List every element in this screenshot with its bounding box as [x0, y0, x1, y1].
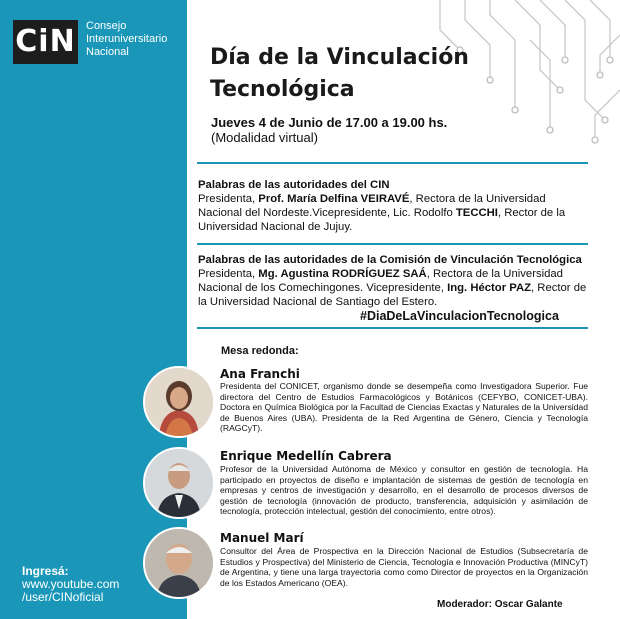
access-info — [22, 565, 119, 604]
panelist-bio: Consultor del Área de Prospectiva en la Dirección Nacional de Estudios (Subsecretaría de Estudios y Prospectiva) del Ministerio de Ciencia, Tecnología e Innovación Productiva (MINCyT) de Argentina, y tiene una larga trayectoria como como Director de proyectos en la Organización de los Estados Americano (OEA). — [220, 546, 588, 588]
text-part: Presidenta, — [198, 193, 259, 205]
mesa-redonda-label: Mesa redonda: — [221, 345, 299, 357]
section-commission-heading: Palabras de las autoridades de la Comisión de Vinculación Tecnológica — [198, 254, 582, 266]
divider-2 — [197, 243, 588, 245]
event-date: Jueves 4 de Junio de 17.00 a 19.00 hs. — [211, 115, 448, 130]
section-commission-authorities — [198, 253, 590, 309]
panelist-bio: Profesor de la Universidad Autónoma de México y consultor en gestión de tecnología. Ha participado en proyectos de diseño e implantación de sistemas de gestión de tecnología en empresas y centros de investigación y desarrollo, en el desarrollo de procesos diversos de gestión de tecnología (innovación de producto, transferencia, adquisición y asimilación de tecnología, protección intelectual, gestión del conocimiento, entre otros). — [220, 464, 588, 516]
event-title — [210, 42, 469, 106]
panelist-name: Ana Franchi — [220, 367, 300, 381]
text-part: , Rectora de la Universidad Nacional del Nordeste.Vicepresidente, Lic. Rodolfo — [198, 193, 546, 219]
avatar-ana-franchi — [143, 366, 215, 438]
logo-text — [86, 20, 167, 59]
bold-name: TECCHI — [455, 207, 498, 219]
bold-name: Prof. María Delfina VEIRAVÉ — [258, 193, 410, 205]
moderator: Moderador: Oscar Galante — [437, 599, 563, 610]
section-cin-heading: Palabras de las autoridades del CIN — [198, 179, 390, 191]
panelist-bio: Presidenta del CONICET, organismo donde se desempeña como Investigadora Superior. Fue directora del Centro de Estudios Farmacológicos y Botánicos (CEFYBO, CONICET-UBA). Doctora en Química Biológica por la Facultad de Ciencias Exactas y Naturales de la Universidad de Buenos Aires (UBA). Presidenta de la Red Argentina de Género, Ciencia y Tecnología (RAGCyT). — [220, 381, 588, 433]
panelist-name: Enrique Medellín Cabrera — [220, 449, 392, 463]
title-line-1: Día de la Vinculación — [210, 45, 469, 70]
logo-mark: CiN — [15, 24, 76, 59]
avatar-enrique-medellin — [143, 447, 215, 519]
sidebar-band — [0, 0, 187, 619]
access-label: Ingresá: — [22, 564, 69, 578]
bold-name: Mg. Agustina RODRÍGUEZ SAÁ — [258, 268, 427, 280]
logo-line-1: Consejo — [86, 20, 127, 32]
logo-line-2: Interuniversitario — [86, 33, 168, 45]
youtube-link[interactable]: www.youtube.com — [22, 577, 120, 591]
divider-3 — [197, 327, 588, 329]
section-commission-text — [198, 267, 590, 309]
section-cin-authorities — [198, 178, 590, 234]
text-part: , Rector de la Universidad Nacional de Santiago del Estero. — [198, 282, 587, 308]
avatar-manuel-mari — [143, 527, 215, 599]
bold-name: Ing. Héctor PAZ — [447, 282, 532, 294]
youtube-channel-path[interactable]: /user/CINoficial — [22, 590, 104, 604]
event-mode: (Modalidad virtual) — [211, 130, 318, 145]
text-part: , Rector de la Universidad Nacional de Jujuy. — [198, 207, 566, 233]
logo-line-3: Nacional — [86, 46, 129, 58]
panelist-name: Manuel Marí — [220, 531, 304, 545]
divider-1 — [197, 162, 588, 164]
title-line-2: Tecnológica — [210, 77, 355, 102]
section-cin-text — [198, 192, 590, 234]
cin-logo — [13, 20, 78, 64]
hashtag: #DiaDeLaVinculacionTecnologica — [360, 309, 559, 323]
text-part: Presidenta, — [198, 268, 259, 280]
text-part: , Rectora de la Universidad Nacional de los Comechingones. Vicepresidente, — [198, 268, 563, 294]
